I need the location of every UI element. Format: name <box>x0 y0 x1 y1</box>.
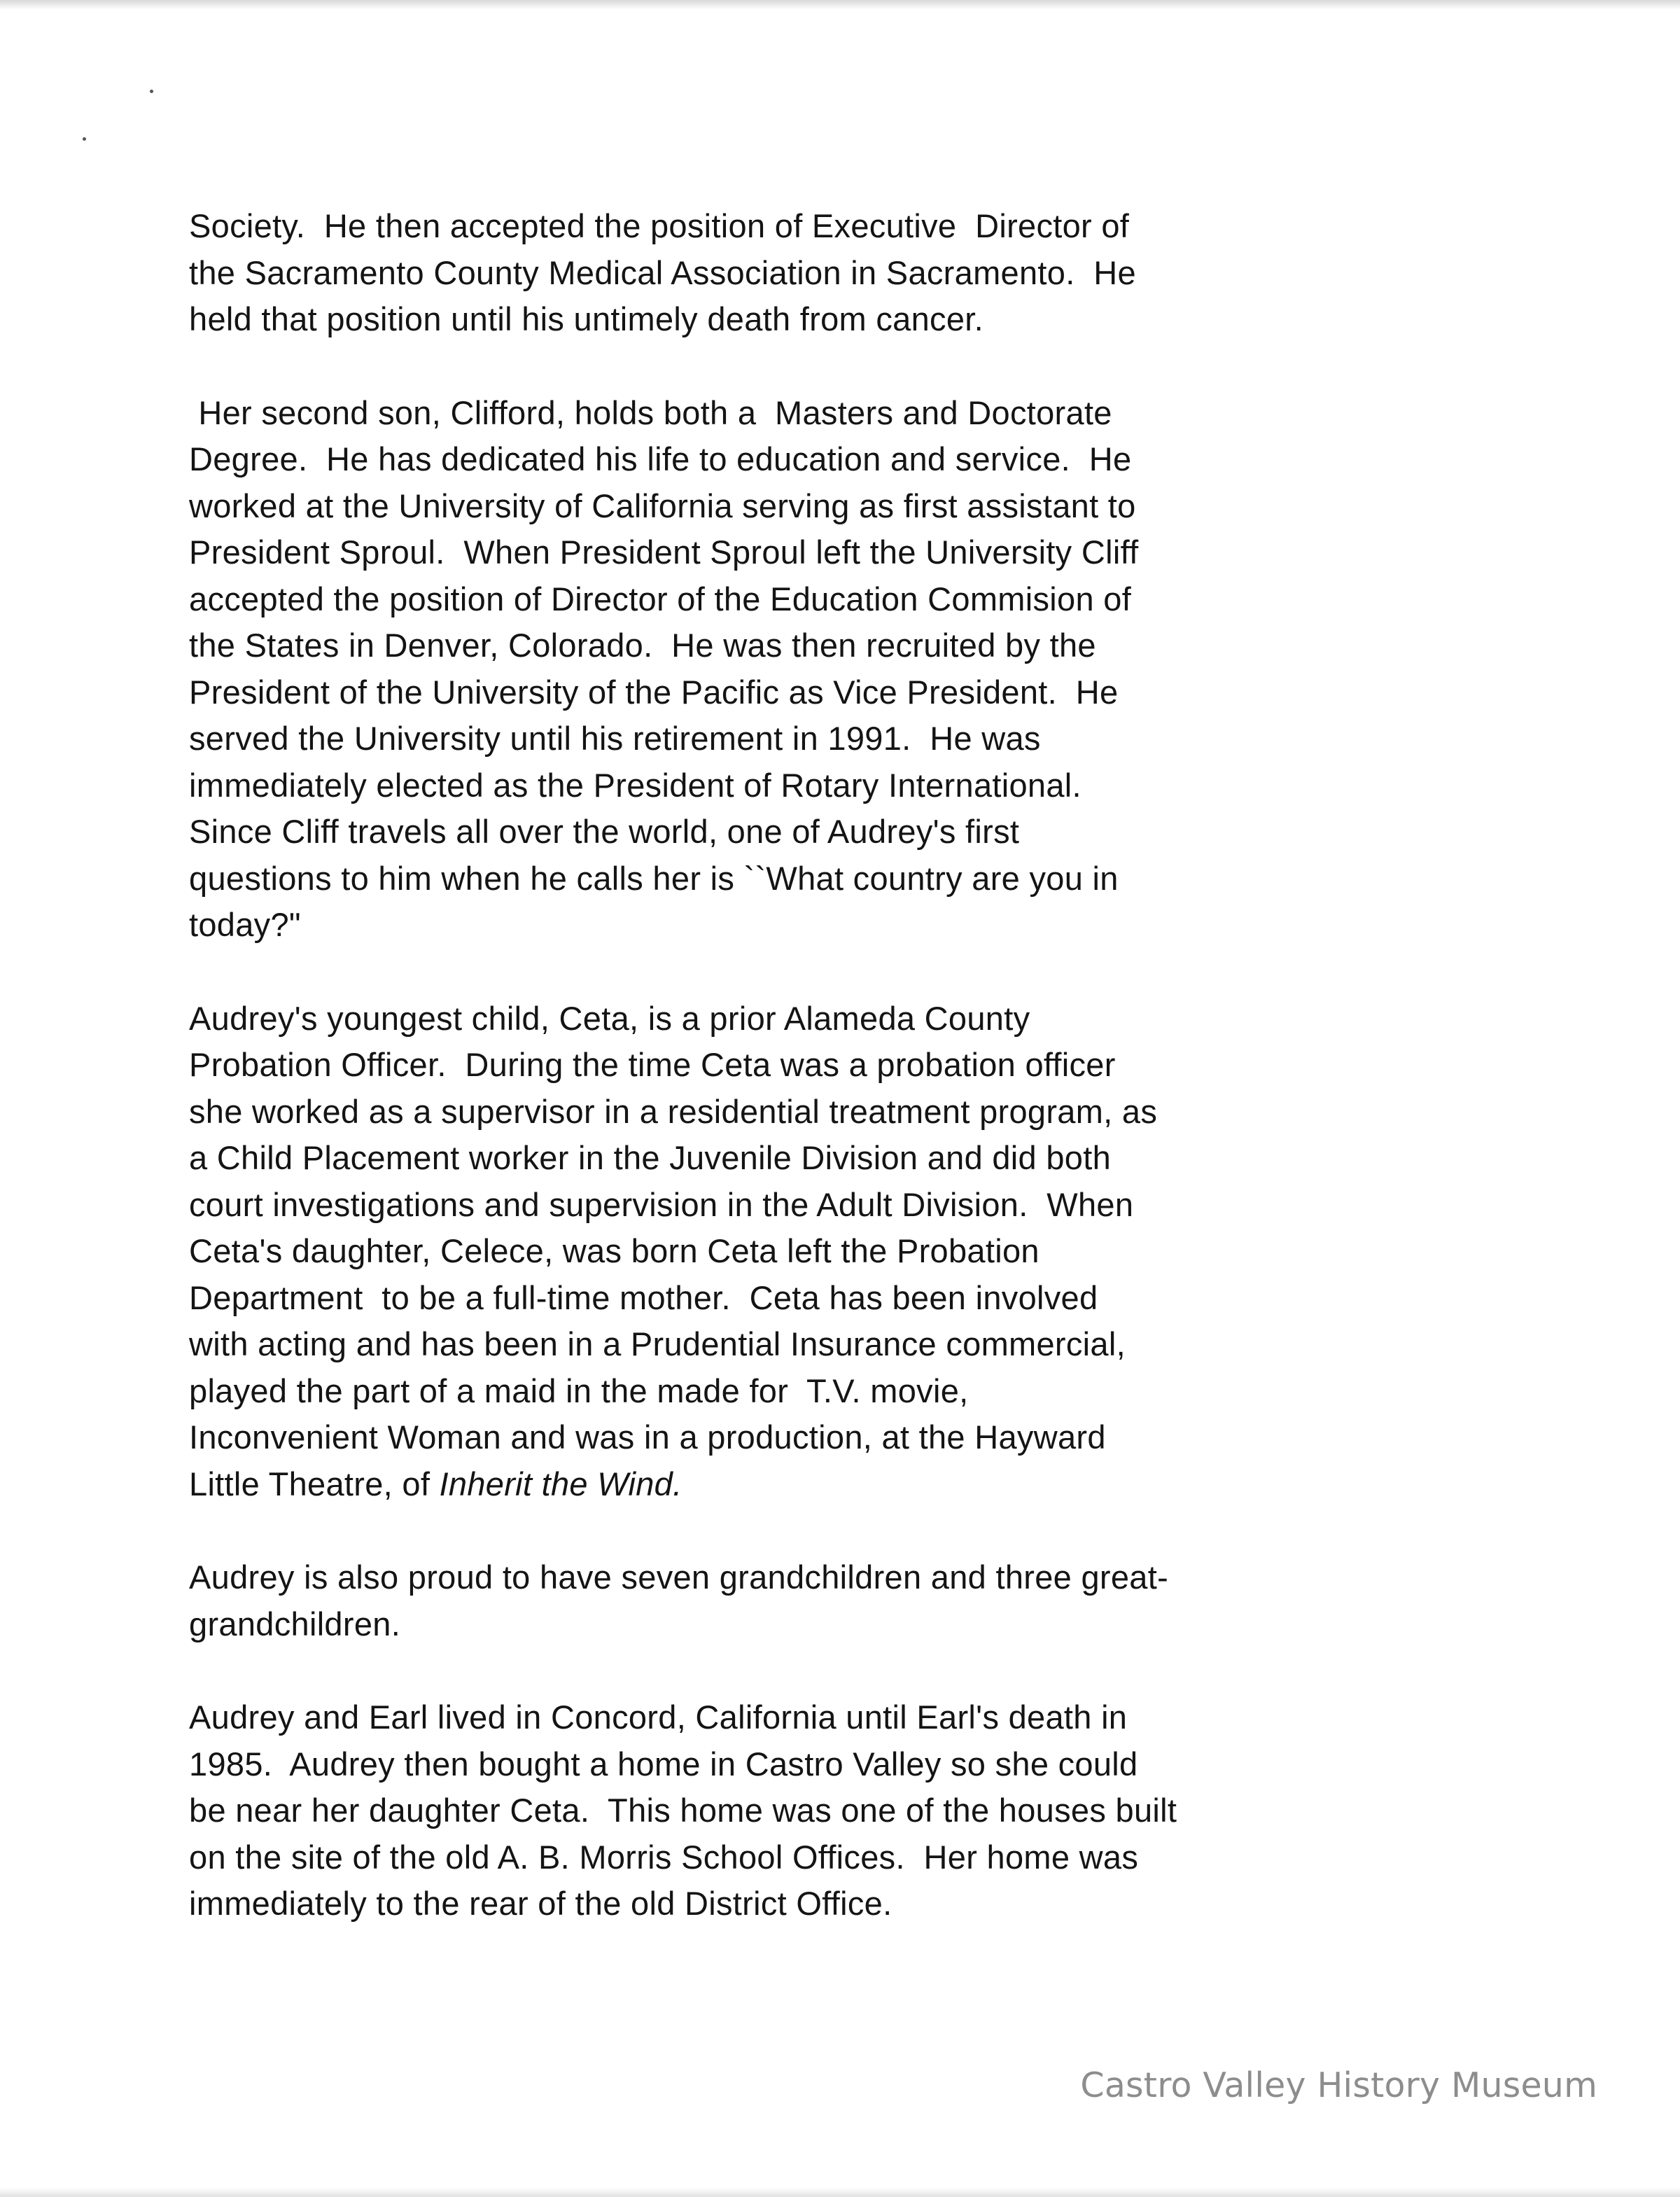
text-line: the Sacramento County Medical Association in Sacramento. He <box>189 253 1136 291</box>
text-line: the States in Denver, Colorado. He was then recruited by the <box>189 627 1096 664</box>
museum-watermark: Castro Valley History Museum <box>1080 2065 1597 2105</box>
text-line: 1985. Audrey then bought a home in Castro Valley so she could <box>189 1745 1138 1783</box>
text-line: be near her daughter Ceta. This home was one of the houses built <box>189 1792 1177 1829</box>
scan-speck <box>83 137 86 141</box>
text-line: court investigations and supervision in the Adult Division. When <box>189 1185 1134 1223</box>
text-line: Ceta's daughter, Celece, was born Ceta left the Probation <box>189 1232 1040 1269</box>
scan-edge-top <box>0 0 1680 10</box>
text-line: a Child Placement worker in the Juvenile Division and did both <box>189 1139 1112 1176</box>
paragraph-3 <box>189 996 1421 1508</box>
paragraph-1 <box>189 203 1421 343</box>
text-line: Audrey and Earl lived in Concord, California until Earl's death in <box>189 1699 1128 1736</box>
text-line: Audrey's youngest child, Ceta, is a prior Alameda County <box>189 999 1030 1037</box>
text-line: President of the University of the Pacific as Vice President. He <box>189 673 1119 711</box>
text-line-prefix: Little Theatre, of <box>189 1465 440 1502</box>
text-line <box>189 1461 1421 1508</box>
text-line: with acting and has been in a Prudential Insurance commercial, <box>189 1325 1126 1362</box>
text-line: grandchildren. <box>189 1605 401 1642</box>
text-line: questions to him when he calls her is ``What country are you in <box>189 859 1119 897</box>
text-line: on the site of the old A. B. Morris School Offices. Her home was <box>189 1838 1139 1876</box>
text-line: Her second son, Clifford, holds both a Masters and Doctorate <box>189 393 1112 431</box>
text-line: Department to be a full-time mother. Ceta has been involved <box>189 1278 1098 1316</box>
text-line: played the part of a maid in the made for T.V. movie, <box>189 1372 969 1409</box>
text-line: immediately elected as the President of Rotary International. <box>189 766 1082 804</box>
text-line: Society. He then accepted the position of Executive Director of <box>189 207 1130 244</box>
play-title: Inherit the Wind. <box>439 1465 682 1502</box>
scan-speck <box>150 90 153 93</box>
text-line: Probation Officer. During the time Ceta was a probation officer <box>189 1046 1116 1083</box>
text-line: Degree. He has dedicated his life to education and service. He <box>189 440 1132 477</box>
text-line: immediately to the rear of the old District Office. <box>189 1885 892 1922</box>
text-line: served the University until his retirement in 1991. He was <box>189 720 1041 757</box>
paragraph-2 <box>189 390 1421 949</box>
document-body <box>189 203 1421 1974</box>
text-line: Audrey is also proud to have seven grandchildren and three great- <box>189 1558 1169 1596</box>
text-line: Inconvenient Woman and was in a production, at the Hayward <box>189 1418 1106 1456</box>
paragraph-5 <box>189 1694 1421 1927</box>
text-line: today?" <box>189 906 301 943</box>
paragraph-4 <box>189 1554 1421 1647</box>
scan-edge-bottom <box>0 2187 1680 2197</box>
text-line: President Sproul. When President Sproul left the University Cliff <box>189 533 1139 571</box>
text-line: accepted the position of Director of the Education Commision of <box>189 580 1132 618</box>
text-line: she worked as a supervisor in a residential treatment program, as <box>189 1092 1158 1130</box>
text-line: worked at the University of California serving as first assistant to <box>189 487 1136 524</box>
text-line: held that position until his untimely death from cancer. <box>189 300 983 337</box>
text-line: Since Cliff travels all over the world, one of Audrey's first <box>189 813 1020 850</box>
